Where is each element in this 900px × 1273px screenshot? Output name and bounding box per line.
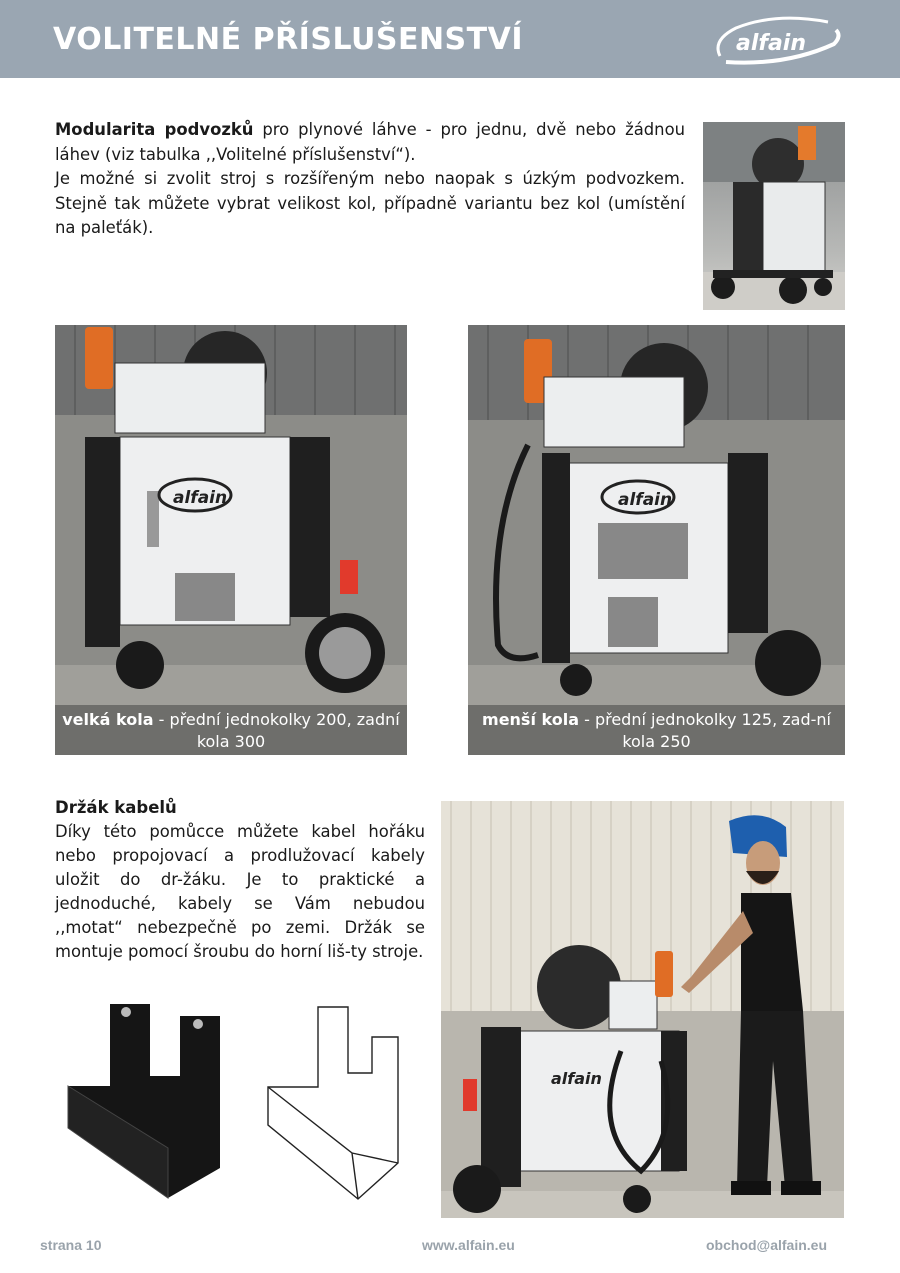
intro-line2: Je možné si zvolit stroj s rozšířeným nebo naopak s úzkým podvozkem. Stejně tak můžete vybrat velikost kol, případně variantu bez kol (umístění na paleťák).	[55, 169, 685, 237]
page-title: VOLITELNÉ PŘÍSLUŠENSTVÍ	[53, 22, 524, 57]
left-photo-caption	[55, 705, 407, 755]
footer-page-number: strana 10	[40, 1237, 102, 1253]
left-caption-bold: velká kola	[62, 710, 154, 729]
worker-with-holder-photo	[441, 801, 844, 1218]
intro-rest: pro plynové láhve - pro jednu, dvě nebo žádnou láhev (viz tabulka ,,Volitelné příslušenství“).	[55, 120, 685, 164]
right-caption-rest: - přední jednokolky 125, zad-ní kola 250	[579, 710, 831, 751]
right-caption-bold: menší kola	[482, 710, 579, 729]
small-wheels-photo	[468, 325, 845, 755]
cable-holder-title: Držák kabelů	[55, 798, 177, 817]
small-machine-photo	[703, 122, 845, 310]
intro-bold: Modularita podvozků	[55, 120, 254, 139]
svg-text:alfain: alfain	[173, 488, 228, 508]
intro-paragraph	[55, 118, 685, 241]
footer-email[interactable]: obchod@alfain.eu	[706, 1237, 827, 1253]
page-header	[0, 0, 900, 78]
footer-website[interactable]: www.alfain.eu	[422, 1237, 515, 1253]
cable-holder-outline-image	[262, 1003, 422, 1208]
large-wheels-photo	[55, 325, 407, 755]
svg-text:alfain: alfain	[736, 31, 807, 56]
cable-holder-black-image	[58, 998, 238, 1208]
right-photo-caption	[468, 705, 845, 755]
left-caption-rest: - přední jednokolky 200, zadní kola 300	[153, 710, 400, 751]
cable-holder-text: Díky této pomůcce můžete kabel hořáku nebo propojovací a prodlužovací kabely uložit do dr-žáku. Je to praktické a jednoduché, kabely se Vám nebudou ,,motat“ nebezpečně po zemi. Držák se montuje pomocí šroubu do horní liš-ty stroje.	[55, 822, 425, 961]
svg-text:alfain: alfain	[618, 490, 673, 510]
svg-text:alfain: alfain	[551, 1069, 602, 1088]
alfain-logo	[706, 12, 846, 68]
